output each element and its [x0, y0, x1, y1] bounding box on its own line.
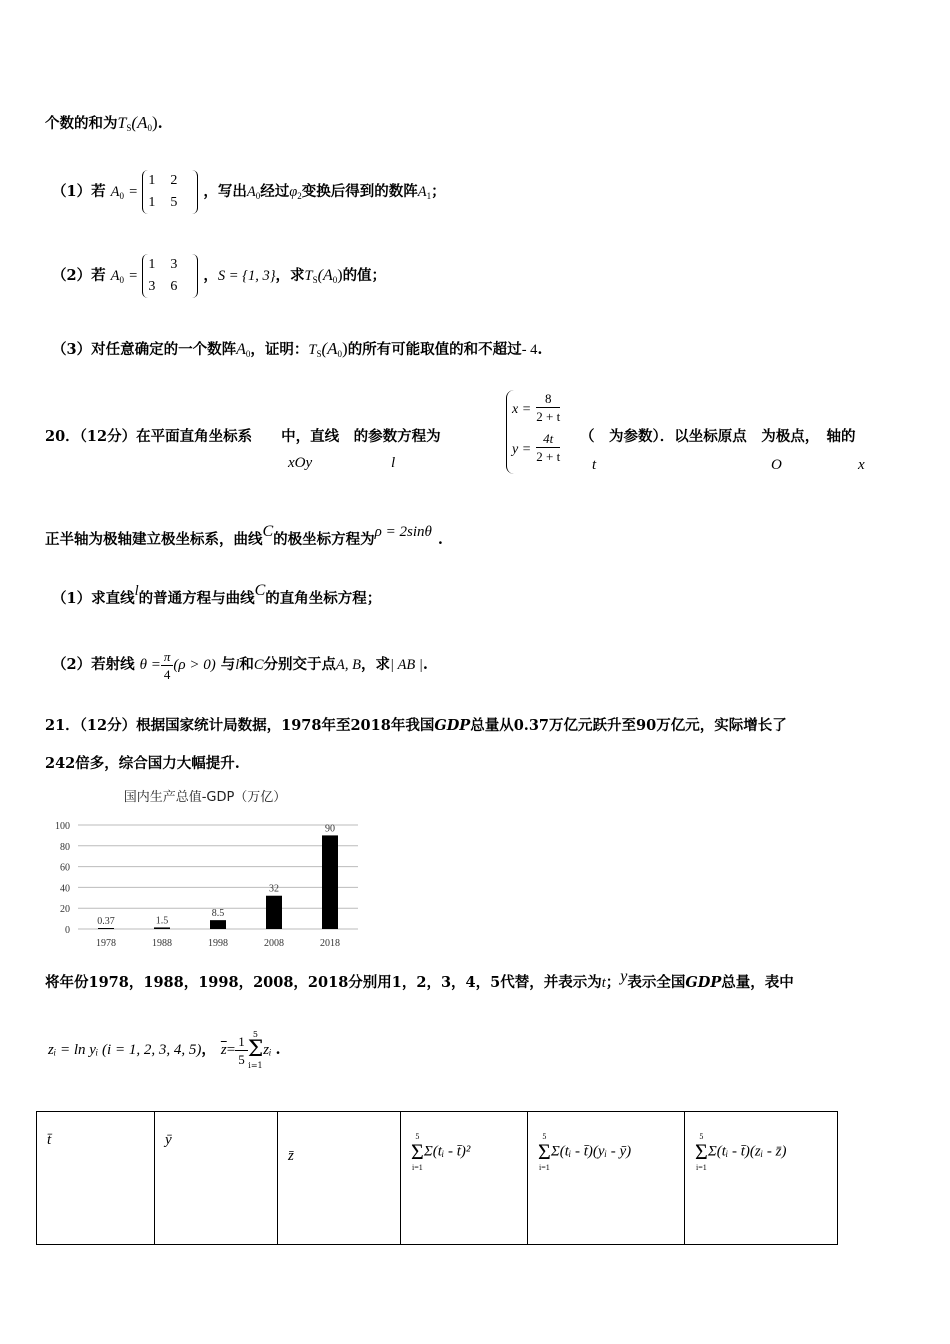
q19-part3: （3）对任意确定的一个数阵$A_0$，证明：$T_S(A_0)$的所有可能取值的和不超过- 4.	[52, 339, 543, 359]
matrix-a0-part2: 1 3 3 6	[142, 254, 198, 298]
table-cell-sum-ty: 5 Σ i=1 Σ(tᵢ - t̄)(yᵢ - ȳ)	[528, 1112, 685, 1245]
table-cell-ybar: ȳ	[155, 1112, 278, 1245]
q20-header: 20．（12分）在平面直角坐标系 中，直线 的参数方程为	[45, 428, 441, 445]
gdp-bar-chart	[40, 785, 370, 951]
data-label: 90	[325, 823, 335, 835]
t-symbol: t	[592, 457, 597, 473]
q20-line2: 正半轴为极轴建立极坐标系，曲线C的极坐标方程为ρ = 2sinθ .	[45, 523, 443, 548]
intro-line: 个数的和为$T_S(A_0)$.	[45, 113, 163, 133]
y-tick-label: 20	[60, 904, 70, 916]
bar	[154, 927, 170, 929]
table-cell-sum-tz: 5 Σ i=1 Σ(tᵢ - t̄)(zᵢ - z̄)	[685, 1112, 838, 1245]
bar	[210, 920, 226, 929]
bar	[266, 896, 282, 929]
q21-line3: 将年份1978，1988，1998，2008，2018分别用1，2，3，4，5代替，并表示为t；y表示全国GDP总量，表中	[45, 968, 794, 991]
data-label: 8.5	[211, 908, 225, 920]
q20-part2: （2）若射线 θ = $\frac{\pi}{4}$ (ρ > 0) 与l和C分别交于点A, B，求| AB |.	[52, 649, 428, 682]
x-tick-label: 2018	[320, 938, 340, 949]
y-tick-label: 80	[60, 841, 70, 853]
table-cell-sum-tt: 5 Σ i=1 Σ(tᵢ - t̄)²	[401, 1112, 528, 1245]
q19-part2: （2）若 $A_0 = 1$ 3 3 6 ，S = {1, 3}，求$T_S(A_0)$的值；	[52, 254, 386, 298]
q20-part1: （1）求直线l的普通方程与曲线C的直角坐标方程；	[52, 582, 382, 607]
data-label: 0.37	[97, 916, 115, 927]
l-symbol: l	[391, 455, 396, 471]
bar	[98, 928, 114, 929]
xoy-symbol: xOy	[288, 455, 313, 471]
data-label: 32	[269, 883, 279, 895]
o-symbol: O	[771, 457, 782, 473]
chart-title: 国内生产总值-GDP（万亿）	[123, 790, 287, 805]
data-label: 1.5	[155, 915, 169, 927]
y-tick-label: 40	[60, 883, 70, 895]
y-tick-label: 100	[55, 821, 70, 832]
x-tick-label: 1988	[152, 938, 172, 949]
q21-formula: zᵢ = ln yᵢ (i = 1, 2, 3, 4, 5)， $\overline{z}=$ $\frac{1}{5}$ 5 Σ i=1 zᵢ .	[48, 1030, 281, 1070]
y-tick-label: 0	[65, 925, 70, 936]
statistics-table	[36, 1111, 838, 1245]
q20-header-tail: （ 为参数）．以坐标原点 为极点， 轴的	[580, 428, 856, 445]
y-tick-label: 60	[60, 862, 70, 874]
table-cell-zbar: z̄	[278, 1112, 401, 1245]
param-system: x = $\frac{8}{2 + t}$ y = $\frac{4t}{2 + t}$	[512, 391, 561, 464]
x-tick-label: 2008	[264, 938, 284, 949]
bar	[322, 835, 338, 929]
x-tick-label: 1978	[96, 938, 116, 949]
table-row	[37, 1112, 838, 1245]
q21-line1: 21．（12分）根据国家统计局数据，1978年至2018年我国GDP总量从0.37万亿元跃升至90万亿元，实际增长了	[45, 717, 787, 734]
q19-part1: （1）若 $A_0 = 1$ 2 1 5 ，写出$A_0$经过$\varphi_2$变换后得到的数阵$A_1$；	[52, 170, 446, 214]
x-tick-label: 1998	[208, 938, 228, 949]
x-symbol: x	[858, 457, 865, 473]
matrix-a0-part1: 1 2 1 5	[142, 170, 198, 214]
q21-line2: 242倍多，综合国力大幅提升.	[45, 755, 240, 772]
table-cell-tbar: t̄	[37, 1112, 155, 1245]
